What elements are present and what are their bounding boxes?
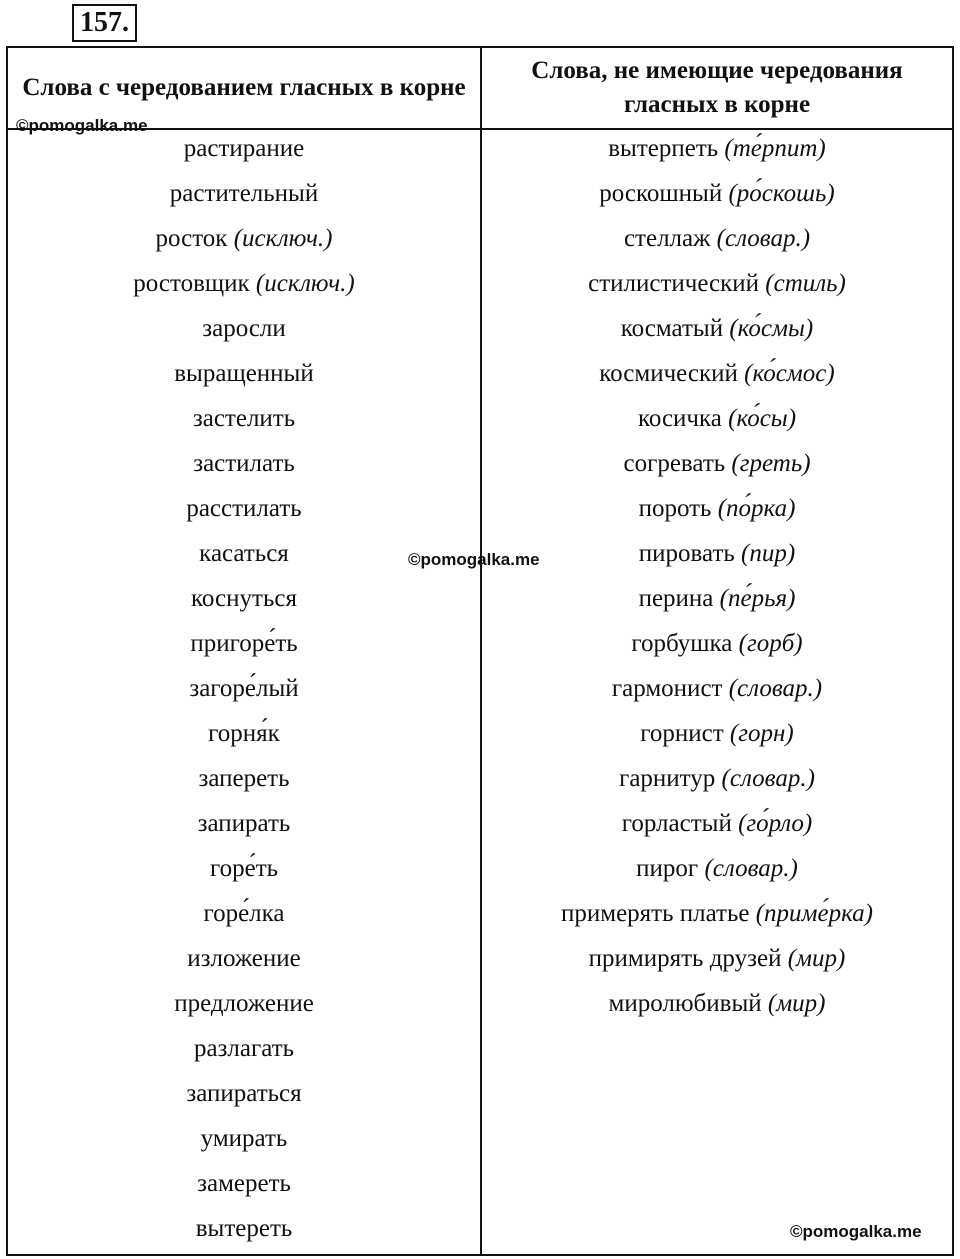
word: выращенный: [174, 360, 314, 387]
word-row: [8, 1161, 480, 1206]
word: застелить: [192, 405, 296, 432]
word-note: (словар.): [728, 675, 823, 702]
word-row: [8, 1026, 480, 1071]
header-alternation: Слова с чередованием гласных в корне: [22, 74, 466, 101]
word-row: [482, 846, 952, 891]
word: заросли: [202, 315, 286, 342]
word-row: [8, 846, 480, 891]
word-note: (греть): [731, 450, 811, 477]
word-note: (по́рка): [717, 495, 796, 522]
word: замереть: [197, 1170, 291, 1197]
word: ростовщик: [133, 270, 250, 297]
word-row: [8, 216, 480, 261]
header-no-alternation: Слова, не имеющие чередования гласных в корне: [531, 57, 903, 118]
word-note: (пир): [741, 540, 796, 567]
word: расстилать: [186, 495, 302, 522]
word: горе́ть: [209, 855, 279, 882]
word-row: [482, 486, 952, 531]
word-note: (мир): [767, 990, 826, 1017]
word-row: [8, 1071, 480, 1116]
word: примерять платье: [560, 900, 750, 927]
word: стилистический: [588, 270, 760, 297]
word-row: [482, 171, 952, 216]
word-note: (ро́скошь): [728, 180, 835, 207]
word: гарнитур: [619, 765, 716, 792]
word: вытереть: [195, 1215, 293, 1242]
word: росток: [155, 225, 228, 252]
word: косичка: [637, 405, 722, 432]
word: запираться: [186, 1080, 302, 1107]
word-row: [8, 981, 480, 1026]
word: вытерпеть: [608, 135, 719, 162]
word: косматый: [620, 315, 724, 342]
word-row: [482, 891, 952, 936]
word-row: [482, 126, 952, 171]
word-row: [482, 306, 952, 351]
word: космический: [599, 360, 738, 387]
word-note: (исключ.): [255, 270, 355, 297]
word: горластый: [621, 810, 732, 837]
word-row: [8, 1116, 480, 1161]
word: горнист: [640, 720, 724, 747]
word: предложение: [174, 990, 314, 1017]
watermark: ©pomogalka.me: [790, 1222, 922, 1241]
word: миролюбивый: [608, 990, 762, 1017]
word-row: [8, 801, 480, 846]
word-note: (мир): [787, 945, 846, 972]
word-row: [8, 396, 480, 441]
word-note: (словар.): [704, 855, 798, 882]
word: касаться: [199, 540, 289, 567]
word-row: [482, 531, 952, 576]
column-alternation: [8, 126, 480, 1251]
word: пировать: [638, 540, 735, 567]
word-note: (словар.): [716, 225, 811, 252]
word: растирание: [183, 135, 305, 162]
word-row: [482, 576, 952, 621]
word: пригоре́ть: [190, 630, 298, 657]
word-row: [8, 666, 480, 711]
word: застилать: [193, 450, 295, 477]
word: перина: [638, 585, 714, 612]
word-row: [8, 711, 480, 756]
word-note: (го́рло): [738, 810, 813, 837]
word: загоре́лый: [189, 675, 299, 702]
word-note: (пе́рья): [719, 585, 796, 612]
word-row: [8, 936, 480, 981]
word-note: (те́рпит): [724, 135, 826, 162]
word-row: [8, 486, 480, 531]
watermark: ©pomogalka.me: [16, 116, 148, 135]
word-row: [8, 171, 480, 216]
word-row: [8, 1206, 480, 1251]
word: горе́лка: [203, 900, 285, 927]
word-row: [482, 981, 952, 1026]
word: согревать: [623, 450, 726, 477]
word-row: [482, 621, 952, 666]
word: изложение: [187, 945, 301, 972]
word-row: [8, 621, 480, 666]
word: горня́к: [208, 720, 280, 747]
word-note: (приме́рка): [755, 900, 873, 927]
word-row: [8, 261, 480, 306]
word: гармонист: [611, 675, 723, 702]
word-note: (стиль): [765, 270, 846, 297]
word-row: [482, 261, 952, 306]
word-note: (исключ.): [233, 225, 333, 252]
word-row: [8, 891, 480, 936]
word-row: [8, 306, 480, 351]
word: запирать: [197, 810, 291, 837]
word: роскошный: [599, 180, 723, 207]
word-row: [482, 351, 952, 396]
word: горбушка: [631, 630, 733, 657]
word: примирять друзей: [588, 945, 782, 972]
word-row: [8, 756, 480, 801]
word: запереть: [198, 765, 290, 792]
word-row: [8, 576, 480, 621]
word: разлагать: [193, 1035, 295, 1062]
word-row: [482, 756, 952, 801]
word: пирог: [636, 855, 699, 882]
watermark: ©pomogalka.me: [408, 550, 540, 569]
word: умирать: [200, 1125, 288, 1152]
word-row: [482, 801, 952, 846]
word-row: [482, 936, 952, 981]
word-note: (ко́смос): [744, 360, 835, 387]
word-note: (ко́смы): [729, 315, 814, 342]
word-row: [482, 666, 952, 711]
word-row: [8, 351, 480, 396]
exercise-number: 157.: [72, 4, 137, 42]
word-note: (горн): [729, 720, 794, 747]
word-note: (ко́сы): [728, 405, 797, 432]
word-row: [482, 396, 952, 441]
word: стеллаж: [623, 225, 711, 252]
column-no-alternation: [482, 126, 952, 1026]
word-note: (горб): [738, 630, 803, 657]
word: коснуться: [191, 585, 297, 612]
word: растительный: [169, 180, 319, 207]
word-note: (словар.): [721, 765, 815, 792]
word-row: [482, 711, 952, 756]
word-row: [482, 441, 952, 486]
word-row: [482, 216, 952, 261]
word-row: [8, 441, 480, 486]
words-table: [6, 46, 954, 1256]
word: пороть: [638, 495, 712, 522]
